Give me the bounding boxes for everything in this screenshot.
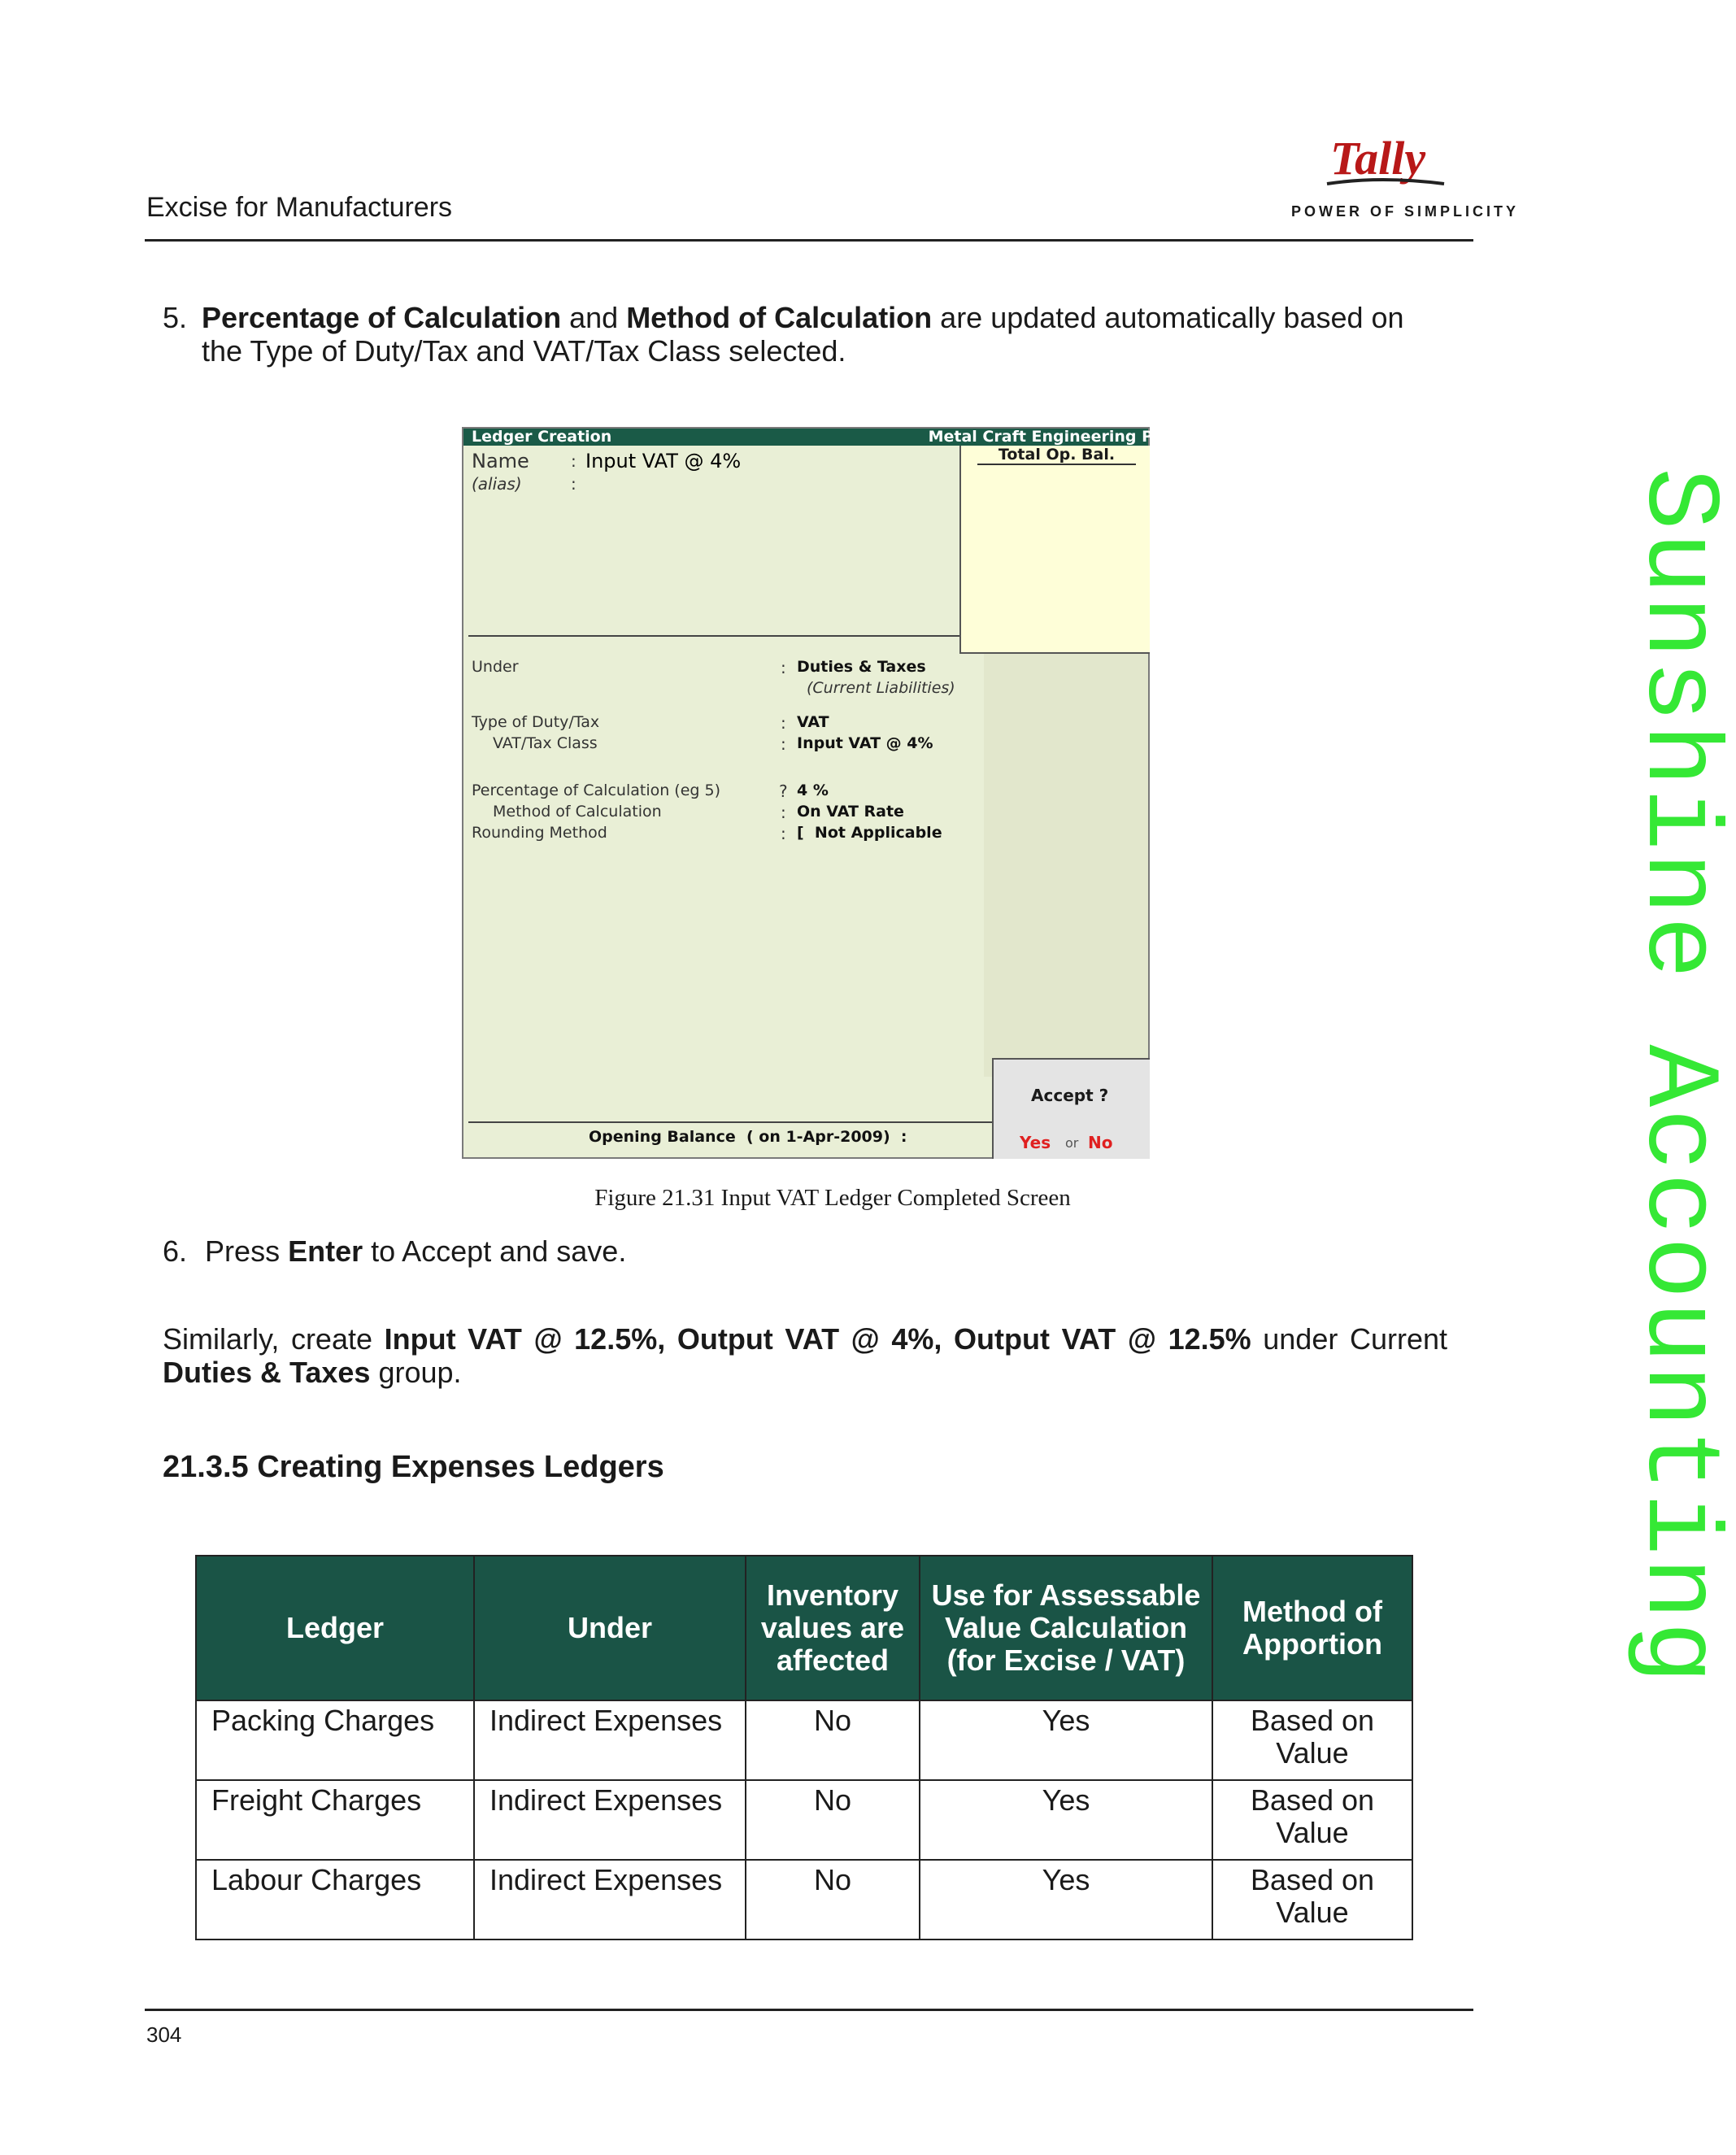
similarly-text-3: group.: [370, 1356, 462, 1389]
alias-label: (alias): [472, 474, 522, 494]
step-5: [163, 301, 1447, 368]
cell-inventory: No: [746, 1860, 920, 1940]
vat-class-label: VAT/Tax Class: [493, 734, 598, 752]
header-method-of-apportion: Method of Apportion: [1212, 1556, 1412, 1700]
opening-balance-label: Opening Balance ( on 1-Apr-2009) :: [589, 1128, 907, 1146]
percentage-field[interactable]: 4 %: [797, 781, 829, 799]
step-6: [163, 1234, 626, 1268]
rounding-sep: :: [781, 824, 786, 843]
cell-ledger: Freight Charges: [196, 1780, 474, 1860]
table-row: [196, 1700, 1412, 1780]
accept-or-text: or: [1065, 1135, 1079, 1151]
table-header-row: [196, 1556, 1412, 1700]
right-pane: [984, 654, 1148, 1077]
logo-tagline: POWER OF SIMPLICITY: [1291, 203, 1520, 220]
cell-under: Indirect Expenses: [474, 1700, 746, 1780]
method-sep: :: [781, 803, 786, 822]
cell-assessable: Yes: [920, 1780, 1212, 1860]
cell-under: Indirect Expenses: [474, 1860, 746, 1940]
vat-class-field[interactable]: Input VAT @ 4%: [797, 734, 933, 752]
header-under: Under: [474, 1556, 746, 1700]
accept-yes-button[interactable]: Yes: [1020, 1133, 1051, 1152]
step-5-bold-2: Method of Calculation: [626, 301, 933, 334]
footer-rule: [145, 2009, 1473, 2011]
type-of-duty-field[interactable]: VAT: [797, 713, 829, 731]
step-5-bold-1: Percentage of Calculation: [202, 301, 562, 334]
under-label: Under: [472, 658, 519, 676]
vat-class-sep: :: [781, 734, 786, 754]
step-6-text-2: to Accept and save.: [363, 1234, 627, 1268]
ledger-creation-screenshot: [462, 427, 1153, 1159]
cell-assessable: Yes: [920, 1860, 1212, 1940]
similarly-bold-1: Input VAT @ 12.5%, Output VAT @ 4%, Output VAT @ 12.5%: [384, 1322, 1251, 1356]
step-5-text-2: are updated automatically based on the Type of Duty/Tax and VAT/Tax Class selected.: [202, 301, 1404, 368]
step-5-number: 5.: [163, 301, 188, 334]
section-divider: [468, 635, 959, 637]
total-op-bal-heading: Total Op. Bal.: [977, 446, 1136, 465]
cell-assessable: Yes: [920, 1700, 1212, 1780]
step-6-bold: Enter: [288, 1234, 363, 1268]
percentage-sep: ?: [779, 781, 788, 801]
logo-word-text: Tally: [1330, 132, 1426, 185]
cell-apportion: Based on Value: [1212, 1780, 1412, 1860]
tally-logo: [1324, 132, 1447, 194]
accept-no-button[interactable]: No: [1088, 1133, 1113, 1152]
under-sep: :: [781, 658, 786, 677]
under-field[interactable]: Duties & Taxes: [797, 658, 926, 676]
similarly-paragraph-line-1: [163, 1322, 1447, 1356]
type-of-duty-label: Type of Duty/Tax: [472, 713, 600, 731]
watermark: Sunshine Accounting: [1618, 468, 1736, 1686]
header-rule: [145, 239, 1473, 242]
running-header-title: Excise for Manufacturers: [146, 192, 453, 223]
table-row: [196, 1780, 1412, 1860]
bottom-divider: [468, 1121, 992, 1123]
screen-title-bar: [463, 428, 1153, 446]
cell-apportion: Based on Value: [1212, 1700, 1412, 1780]
section-heading: 21.3.5 Creating Expenses Ledgers: [163, 1450, 664, 1484]
step-5-text-1: and: [561, 301, 627, 334]
method-field[interactable]: On VAT Rate: [797, 803, 904, 821]
step-5-text: [202, 301, 1447, 368]
header-ledger: Ledger: [196, 1556, 474, 1700]
table-row: [196, 1860, 1412, 1940]
step-6-number: 6.: [163, 1234, 188, 1268]
type-of-duty-sep: :: [781, 713, 786, 733]
total-op-bal-panel: [959, 446, 1150, 654]
page-number: 304: [146, 2022, 182, 2047]
header-inventory-affected: Inventory values are affected: [746, 1556, 920, 1700]
similarly-text-2: under Current: [1251, 1322, 1447, 1356]
step-6-text-1: Press: [205, 1234, 289, 1268]
cell-apportion: Based on Value: [1212, 1860, 1412, 1940]
cell-inventory: No: [746, 1700, 920, 1780]
method-label: Method of Calculation: [493, 803, 662, 821]
under-subgroup: (Current Liabilities): [807, 679, 955, 697]
percentage-label: Percentage of Calculation (eg 5): [472, 781, 721, 799]
screen-title: Ledger Creation: [472, 428, 612, 446]
cell-inventory: No: [746, 1780, 920, 1860]
alias-sep: :: [571, 474, 576, 494]
name-field[interactable]: Input VAT @ 4%: [585, 450, 742, 472]
header-assessable-value: Use for Assessable Value Calculation (for Excise / VAT): [920, 1556, 1212, 1700]
rounding-field[interactable]: [ Not Applicable: [797, 824, 942, 842]
cell-under: Indirect Expenses: [474, 1780, 746, 1860]
similarly-text-1: Similarly, create: [163, 1322, 385, 1356]
similarly-paragraph-line-2: [163, 1356, 462, 1389]
rounding-label: Rounding Method: [472, 824, 607, 842]
name-sep: :: [571, 451, 576, 471]
accept-dialog: [992, 1058, 1150, 1159]
name-label: Name: [472, 450, 529, 472]
company-name: Metal Craft Engineering P: [928, 428, 1153, 446]
expenses-ledgers-table: [195, 1555, 1413, 1940]
accept-question: Accept ?: [1031, 1086, 1109, 1105]
cell-ledger: Packing Charges: [196, 1700, 474, 1780]
similarly-bold-2: Duties & Taxes: [163, 1356, 371, 1389]
cell-ledger: Labour Charges: [196, 1860, 474, 1940]
figure-caption: Figure 21.31 Input VAT Ledger Completed Screen: [594, 1185, 1071, 1211]
